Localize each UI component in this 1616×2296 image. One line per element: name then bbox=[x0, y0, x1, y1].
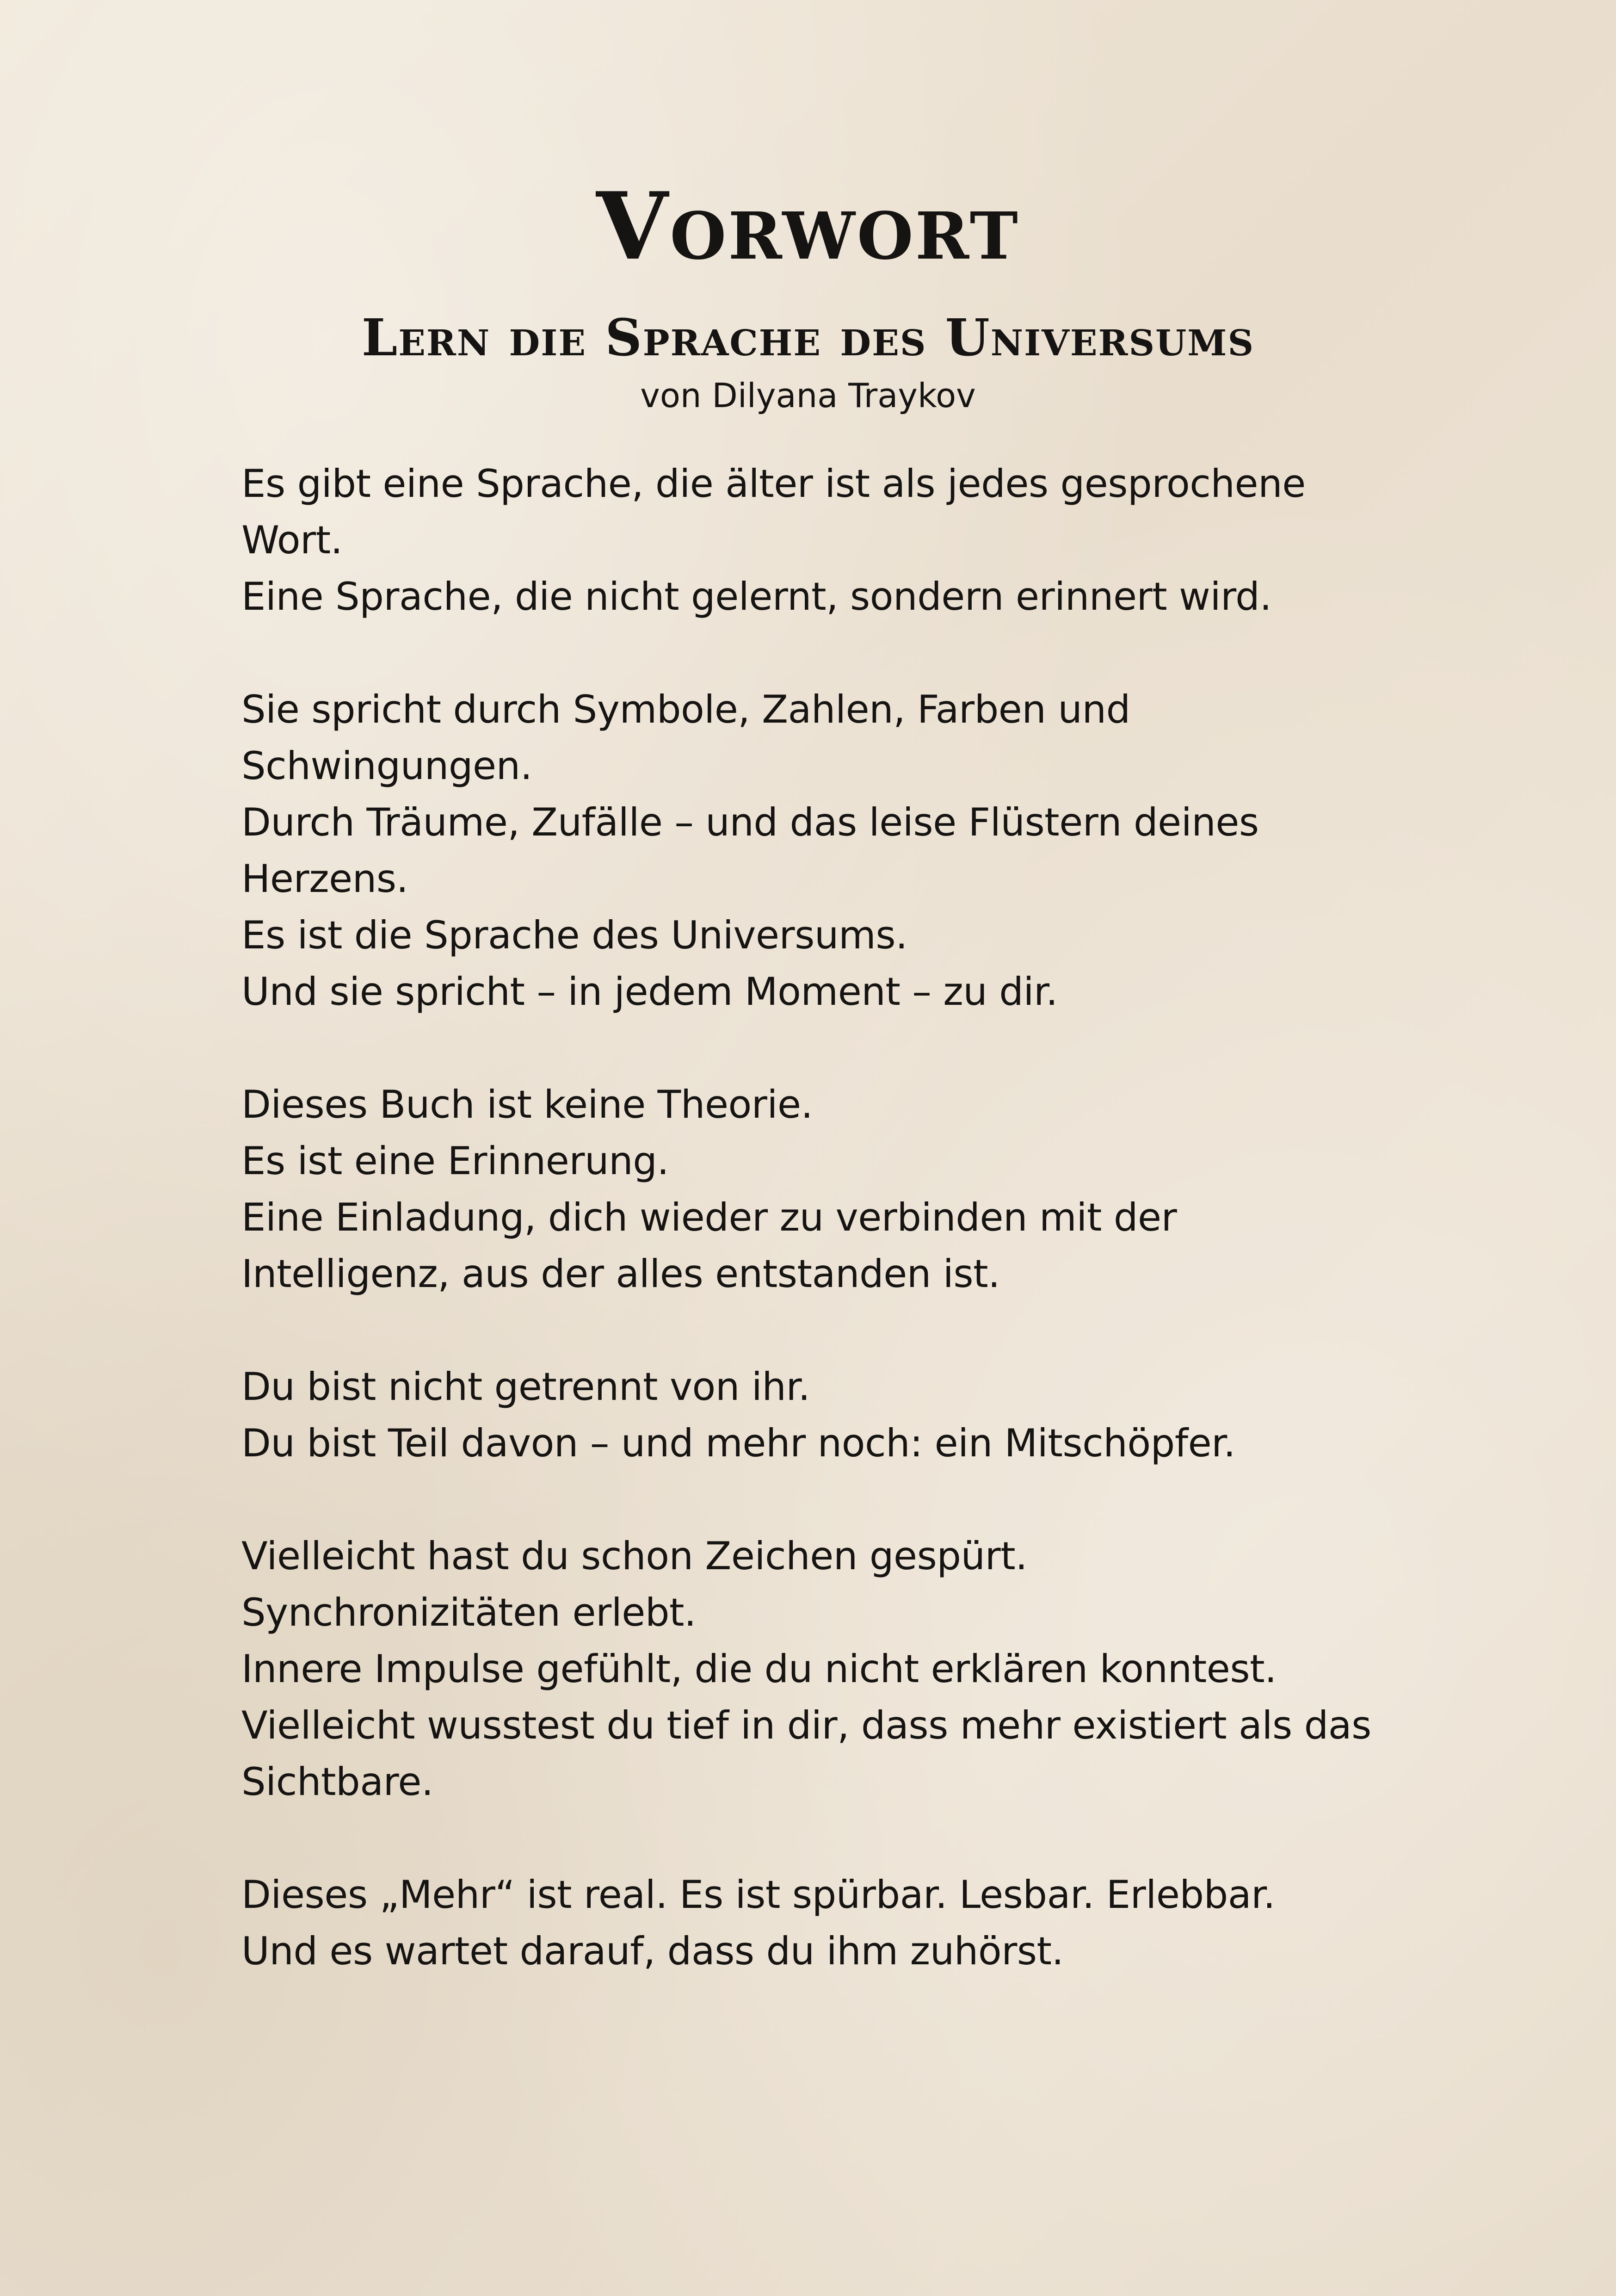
text-line: Du bist Teil davon – und mehr noch: ein Mitschöpfer. bbox=[241, 1421, 1236, 1466]
text-line: Innere Impulse gefühlt, die du nicht erklären konntest. bbox=[241, 1646, 1277, 1691]
text-line: Und sie spricht – in jedem Moment – zu dir. bbox=[241, 969, 1058, 1014]
paragraph-gap bbox=[241, 1020, 1444, 1077]
text-line: Eine Einladung, dich wieder zu verbinden mit der bbox=[241, 1195, 1177, 1240]
paragraph bbox=[241, 456, 1444, 625]
text-line: Es gibt eine Sprache, die älter ist als jedes gesprochene bbox=[241, 461, 1306, 506]
text-line: Vielleicht wusstest du tief in dir, dass mehr existiert als das bbox=[241, 1703, 1371, 1748]
author-line: von Dilyana Traykov bbox=[640, 376, 976, 415]
paragraph-gap bbox=[241, 1302, 1444, 1359]
paragraph-gap bbox=[241, 1810, 1444, 1867]
paragraph-gap bbox=[241, 1472, 1444, 1528]
paragraph bbox=[241, 1077, 1444, 1302]
paragraph bbox=[241, 1359, 1444, 1472]
paragraph-gap bbox=[241, 625, 1444, 681]
text-line: Vielleicht hast du schon Zeichen gespürt. bbox=[241, 1534, 1028, 1578]
paragraph bbox=[241, 1867, 1444, 1980]
text-line: Es ist die Sprache des Universums. bbox=[241, 913, 907, 958]
text-line: Und es wartet darauf, dass du ihm zuhörst. bbox=[241, 1929, 1064, 1974]
text-line: Sie spricht durch Symbole, Zahlen, Farben und bbox=[241, 687, 1130, 732]
text-line: Intelligenz, aus der alles entstanden ist. bbox=[241, 1251, 1000, 1296]
text-line: Es ist eine Erinnerung. bbox=[241, 1139, 669, 1183]
text-line: Wort. bbox=[241, 518, 343, 563]
text-line: Synchronizitäten erlebt. bbox=[241, 1590, 696, 1635]
page-title: Vorwort bbox=[596, 172, 1020, 281]
text-line: Dieses „Mehr“ ist real. Es ist spürbar. Lesbar. Erlebbar. bbox=[241, 1872, 1276, 1917]
text-line: Herzens. bbox=[241, 856, 408, 901]
text-line: Eine Sprache, die nicht gelernt, sondern erinnert wird. bbox=[241, 574, 1272, 619]
page-subtitle: Lern die Sprache des Universums bbox=[361, 308, 1255, 367]
text-line: Sichtbare. bbox=[241, 1759, 433, 1804]
body-text bbox=[241, 456, 1444, 1980]
text-line: Schwingungen. bbox=[241, 743, 532, 788]
text-line: Dieses Buch ist keine Theorie. bbox=[241, 1082, 813, 1127]
paragraph bbox=[241, 681, 1444, 1020]
text-line: Durch Träume, Zufälle – und das leise Flüstern deines bbox=[241, 800, 1259, 845]
paragraph bbox=[241, 1528, 1444, 1810]
text-line: Du bist nicht getrennt von ihr. bbox=[241, 1364, 810, 1409]
